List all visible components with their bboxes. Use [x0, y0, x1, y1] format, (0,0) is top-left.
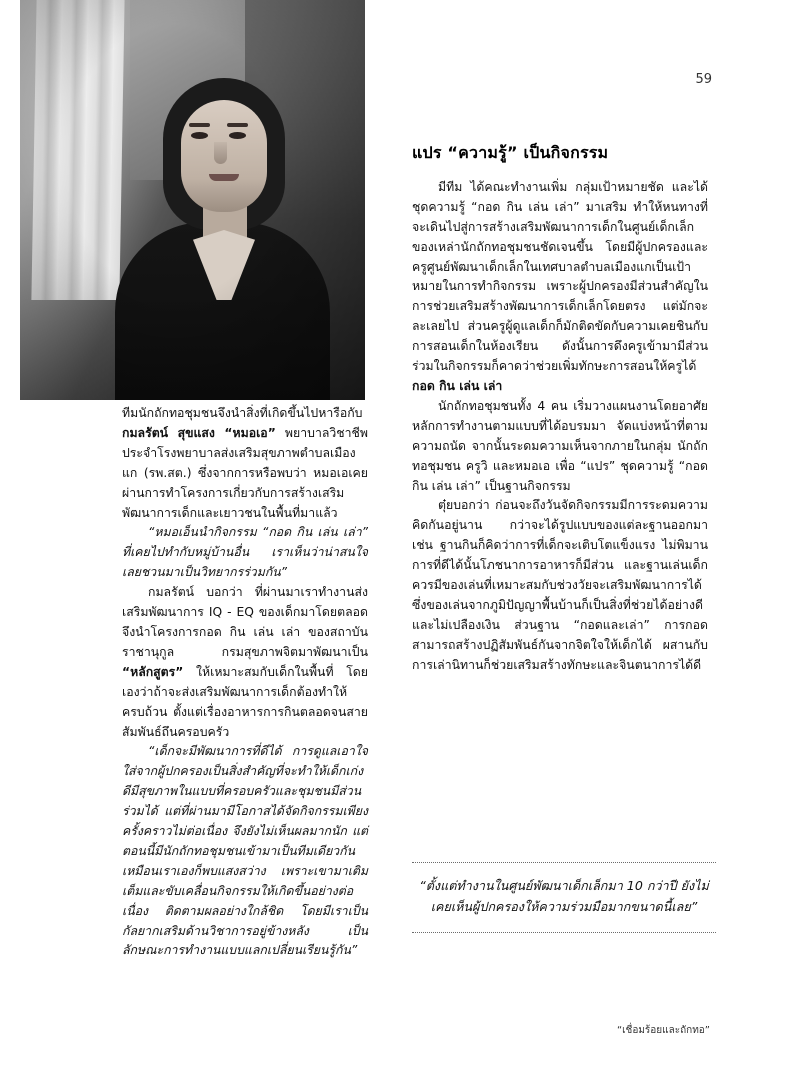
- paragraph-intro: ทีมนักถักทอชุมชนจึงนำสิ่งที่เกิดขึ้นไปหารือกับ กมลรัตน์ สุขแสง “หมอเอ” พยาบาลวิชาชีพประจำโรงพยาบาลส่งเสริมสุขภาพตำบลเมืองแก (รพ.สต.) ซึ่งจากการหรือพบว่า หมอเอเคยผ่านการทำโครงการเกี่ยวกับการสร้างเสริมพัฒนาการเด็กและเยาวชนในพื้นที่มาแล้ว: [122, 406, 368, 520]
- paragraph-right-3: ตุ๋ยบอกว่า ก่อนจะถึงวันจัดกิจกรรมมีการระดมความคิดกันอยู่นาน กว่าจะได้รูปแบบของแต่ละฐานออกมา เช่น ฐานกินก็คิดว่าการที่เด็กจะเติบโตแข็งแรง ไม่พิมานการที่ดีได้นั้นโภชนาการอาหารก็มีส่วน และฐานเล่นเด็กควรมีของเล่นที่เหมาะสมกับช่วงวัยจะเสริมพัฒนาการได้ ซึ่งของเล่นจากภูมิปัญญาพื้นบ้านก็เป็นสิ่งที่ช่วยได้อย่างดีและไม่เปลืองเงิน ส่วนฐาน “กอดและเล่า” การกอดสามารถสร้างปฏิสัมพันธ์กันจากจิตใจให้เด็กได้ ผสานกับการเล่านิทานก็ช่วยเสริมสร้างทักษะและจินตนาการได้ดี: [412, 498, 708, 672]
- paragraph-right-1: มีทีม ได้คณะทำงานเพิ่ม กลุ่มเป้าหมายชัด และได้ชุดความรู้ “กอด กิน เล่น เล่า” มาเสริม ทำให้หนทางที่จะเดินไปสู่การสร้างเสริมพัฒนาการเด็กในศูนย์เด็กเล็กของเหล่านักถักทอชุมชนชัดเจนขึ้น โดยมีผู้ปกครองและครูศูนย์พัฒนาเด็กเล็กในเทศบาลตำบลเมืองแกเป็นเป้าหมายในการทำกิจกรรม เพราะผู้ปกครองมีส่วนสำคัญในการช่วยเสริมสร้างพัฒนาการเด็กเล็กโดยตรง แต่มักจะละเลยไป ส่วนครูผู้ดูแลเด็กก็มักติดขัดกับความเคยชินกับการสอนเด็กในห้องเรียน ดังนั้นการดึงครูเข้ามามีส่วนร่วมในกิจกรรมก็คาดว่าช่วยเพิ่มทักษะการสอนให้ครูได้ กอด กิน เล่น เล่า: [412, 179, 708, 393]
- footer-note: “เชื่อมร้อยและถักทอ”: [616, 1025, 710, 1036]
- page-number: 59: [695, 72, 712, 87]
- section-heading: แปร “ความรู้” เป็นกิจกรรม: [412, 143, 609, 162]
- right-text-column: [412, 140, 708, 676]
- photo-vignette: [20, 0, 365, 400]
- course-term: “หลักสูตร”: [122, 664, 184, 679]
- left-text-column: [122, 404, 368, 961]
- interviewee-name: กมลรัตน์ สุขแสง “หมอเอ”: [122, 425, 276, 440]
- paragraph-quote-1: “หมอเอ็นนำกิจกรรม “กอด กิน เล่น เล่า” ที่เคยไปทำกับหมู่บ้านอื่น เราเห็นว่าน่าสนใจเลยชวนมาเป็นวิทยากรร่วมกัน”: [122, 525, 368, 580]
- paragraph-quote-2: “เด็กจะมีพัฒนาการที่ดีได้ การดูแลเอาใจใส่จากผู้ปกครองเป็นสิ่งสำคัญที่จะทำให้เด็กเก่งดีมีสุขภาพในแบบที่ครอบครัวและชุมชนมีส่วนร่วมได้ แต่ที่ผ่านมามีโอกาสได้จัดกิจกรรมเพียงครั้งคราวไม่ต่อเนื่อง จึงยังไม่เห็นผลมากนัก แต่ตอนนี้มีนักถักทอชุมชนเข้ามาเป็นทีมเดียวกัน เหมือนเราเองก็พบแสงสว่าง เพราะเขามาเติมเต็มและขับเคลื่อนกิจกรรมให้เกิดขึ้นอย่างต่อเนื่อง ติดตามผลอย่างใกล้ชิด โดยมีเราเป็นกัลยากเสริมด้านวิชาการอยู่ข้างหลัง เป็นลักษณะการทำงานแบบแลกเปลี่ยนเรียนรู้กัน”: [122, 744, 368, 958]
- pull-quote: “ตั้งแต่ทำงานในศูนย์พัฒนาเด็กเล็กมา 10 กว่าปี ยังไม่เคยเห็นผู้ปกครองให้ความร่วมมือมากขนาดนี้เลย”: [412, 862, 716, 933]
- paragraph-body-1: กมลรัตน์ บอกว่า ที่ผ่านมาเราทำงานส่งเสริมพัฒนาการ IQ - EQ ของเด็กมาโดยตลอด จึงนำโครงการกอด กิน เล่น เล่า ของสถาบันราชานุกูล กรมสุขภาพจิตมาพัฒนาเป็น “หลักสูตร” ให้เหมาะสมกับเด็กในพื้นที่ โดยเองว่าถ้าจะส่งเสริมพัฒนาการเด็กต้องทำให้ครบถ้วน ตั้งแต่เรื่องอาหารการกินตลอดจนสายสัมพันธ์ถึนครอบครัว: [122, 585, 368, 739]
- goal-highlight: กอด กิน เล่น เล่า: [412, 378, 503, 393]
- paragraph-right-2: นักถักทอชุมชนทั้ง 4 คน เริ่มวางแผนงานโดยอาศัยหลักการทำงานตามแบบที่ได้อบรมมา จัดแบ่งหน้าที่ตามความถนัด จากนั้นระดมความเห็นจากภายในกลุ่ม นักถักทอชุมชน ครูวิ และหมอเอ เพื่อ “แปร” ชุดความรู้ “กอด กิน เล่น เล่า” เป็นฐานกิจกรรม: [412, 398, 708, 493]
- portrait-photo: [20, 0, 365, 400]
